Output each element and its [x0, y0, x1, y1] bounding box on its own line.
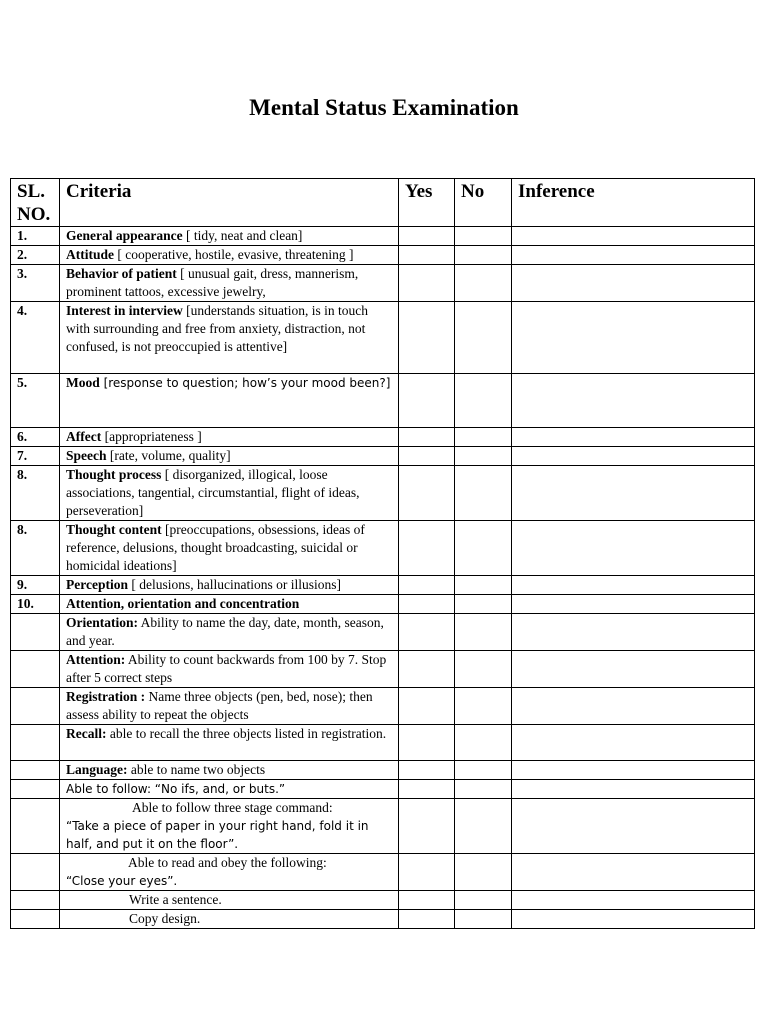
row-number [11, 799, 60, 854]
table-row [11, 799, 755, 854]
no-cell[interactable] [455, 227, 512, 246]
no-cell[interactable] [455, 761, 512, 780]
no-cell[interactable] [455, 265, 512, 302]
criteria-text: Able to follow three stage command: [132, 800, 333, 815]
no-cell[interactable] [455, 614, 512, 651]
no-cell[interactable] [455, 302, 512, 374]
yes-cell[interactable] [399, 780, 455, 799]
criteria-label: Thought process [66, 467, 162, 482]
criteria-label: Interest in interview [66, 303, 183, 318]
row-number: 3. [11, 265, 60, 302]
inference-cell[interactable] [512, 428, 755, 447]
criteria-label: Language: [66, 762, 128, 777]
table-row [11, 761, 755, 780]
table-row [11, 227, 755, 246]
table-row [11, 780, 755, 799]
inference-cell[interactable] [512, 891, 755, 910]
criteria-label: Orientation: [66, 615, 138, 630]
criteria-cell [60, 374, 399, 428]
table-row [11, 428, 755, 447]
yes-cell[interactable] [399, 447, 455, 466]
inference-cell[interactable] [512, 780, 755, 799]
criteria-cell [60, 265, 399, 302]
yes-cell[interactable] [399, 614, 455, 651]
yes-cell[interactable] [399, 521, 455, 576]
criteria-text: [ disorganized, illogical, loose associations, tangential, circumstantial, flight of ideas, perseveration] [66, 467, 360, 518]
criteria-label: Speech [66, 448, 107, 463]
criteria-label: General appearance [66, 228, 183, 243]
inference-cell[interactable] [512, 302, 755, 374]
criteria-text: Write a sentence. [129, 892, 222, 907]
criteria-text: Copy design. [129, 911, 201, 926]
table-row [11, 854, 755, 891]
inference-cell[interactable] [512, 910, 755, 929]
no-cell[interactable] [455, 466, 512, 521]
no-cell[interactable] [455, 891, 512, 910]
no-cell[interactable] [455, 651, 512, 688]
criteria-label: Affect [66, 429, 102, 444]
criteria-cell [60, 799, 399, 854]
table-row [11, 891, 755, 910]
inference-cell[interactable] [512, 799, 755, 854]
yes-cell[interactable] [399, 246, 455, 265]
no-cell[interactable] [455, 521, 512, 576]
no-cell[interactable] [455, 595, 512, 614]
table-row [11, 725, 755, 761]
table-row [11, 651, 755, 688]
row-number: 1. [11, 227, 60, 246]
criteria-text: [understands situation, is in touch with surrounding and free from anxiety, distraction, not confused, is not preoccupied is attentive] [66, 303, 368, 354]
inference-cell[interactable] [512, 688, 755, 725]
criteria-cell [60, 447, 399, 466]
no-cell[interactable] [455, 576, 512, 595]
criteria-cell [60, 576, 399, 595]
no-cell[interactable] [455, 428, 512, 447]
yes-cell[interactable] [399, 761, 455, 780]
table-row [11, 246, 755, 265]
row-number [11, 688, 60, 725]
inference-cell[interactable] [512, 466, 755, 521]
yes-cell[interactable] [399, 428, 455, 447]
table-row [11, 688, 755, 725]
inference-cell[interactable] [512, 614, 755, 651]
row-number [11, 614, 60, 651]
no-cell[interactable] [455, 688, 512, 725]
row-number: 6. [11, 428, 60, 447]
inference-cell[interactable] [512, 447, 755, 466]
inference-cell[interactable] [512, 761, 755, 780]
criteria-text: [ delusions, hallucinations or illusions] [127, 577, 341, 592]
criteria-text: [preoccupations, obsessions, ideas of reference, delusions, thought broadcasting, suicidal or homicidal ideations] [66, 522, 365, 573]
row-number [11, 910, 60, 929]
yes-cell[interactable] [399, 595, 455, 614]
table-row [11, 302, 755, 374]
mse-table [10, 178, 755, 929]
row-number [11, 854, 60, 891]
criteria-text: [ unusual gait, dress, mannerism, prominent tattoos, excessive jewelry, [66, 266, 359, 299]
yes-cell[interactable] [399, 374, 455, 428]
inference-cell[interactable] [512, 521, 755, 576]
table-row [11, 614, 755, 651]
criteria-label: Attention: [66, 652, 126, 667]
criteria-cell [60, 428, 399, 447]
no-cell[interactable] [455, 910, 512, 929]
criteria-label: Perception [66, 577, 128, 592]
criteria-cell [60, 910, 399, 929]
inference-cell[interactable] [512, 854, 755, 891]
row-number [11, 780, 60, 799]
row-number: 2. [11, 246, 60, 265]
yes-cell[interactable] [399, 265, 455, 302]
header-inference: Inference [512, 179, 755, 227]
inference-cell[interactable] [512, 576, 755, 595]
row-number [11, 725, 60, 761]
table-row [11, 265, 755, 302]
yes-cell[interactable] [399, 576, 455, 595]
criteria-text: [ tidy, neat and clean] [182, 228, 303, 243]
inference-cell[interactable] [512, 265, 755, 302]
table-row [11, 447, 755, 466]
yes-cell[interactable] [399, 302, 455, 374]
inference-cell[interactable] [512, 374, 755, 428]
criteria-text: “Take a piece of paper in your right hand, fold it in half, and put it on the floor”. [66, 819, 369, 851]
table-row [11, 466, 755, 521]
criteria-text: able to name two objects [127, 762, 266, 777]
criteria-cell [60, 595, 399, 614]
criteria-text: Able to follow: “No ifs, and, or buts.” [66, 782, 286, 796]
no-cell[interactable] [455, 246, 512, 265]
criteria-text: [rate, volume, quality] [106, 448, 231, 463]
no-cell[interactable] [455, 799, 512, 854]
header-sl-no: SL. NO. [11, 179, 60, 227]
criteria-text: [appropriateness ] [101, 429, 202, 444]
yes-cell[interactable] [399, 891, 455, 910]
inference-cell[interactable] [512, 651, 755, 688]
criteria-cell [60, 688, 399, 725]
row-number [11, 651, 60, 688]
criteria-text: Name three objects (pen, bed, nose); then assess ability to repeat the objects [66, 689, 373, 722]
criteria-label: Attention, orientation and concentration [66, 596, 300, 611]
yes-cell[interactable] [399, 910, 455, 929]
criteria-cell [60, 521, 399, 576]
criteria-label: Mood [66, 375, 100, 390]
criteria-cell [60, 651, 399, 688]
criteria-text: able to recall the three objects listed in registration. [106, 726, 387, 741]
table-row [11, 576, 755, 595]
header-row [11, 179, 755, 227]
header-no: No [455, 179, 512, 227]
criteria-cell [60, 246, 399, 265]
criteria-cell [60, 466, 399, 521]
yes-cell[interactable] [399, 466, 455, 521]
table-row [11, 595, 755, 614]
inference-cell[interactable] [512, 595, 755, 614]
header-criteria: Criteria [60, 179, 399, 227]
row-number: 4. [11, 302, 60, 374]
table-row [11, 521, 755, 576]
row-number: 8. [11, 521, 60, 576]
criteria-cell [60, 854, 399, 891]
criteria-cell [60, 891, 399, 910]
no-cell[interactable] [455, 780, 512, 799]
criteria-text: [ cooperative, hostile, evasive, threatening ] [114, 247, 354, 262]
criteria-text: [response to question; how’s your mood been?] [99, 376, 391, 390]
criteria-cell [60, 761, 399, 780]
inference-cell[interactable] [512, 227, 755, 246]
header-yes: Yes [399, 179, 455, 227]
criteria-cell [60, 725, 399, 761]
yes-cell[interactable] [399, 651, 455, 688]
criteria-text: “Close your eyes”. [66, 874, 178, 888]
page-title: Mental Status Examination [249, 95, 519, 120]
criteria-cell [60, 227, 399, 246]
criteria-label: Behavior of patient [66, 266, 177, 281]
row-number: 10. [11, 595, 60, 614]
criteria-label: Thought content [66, 522, 162, 537]
criteria-cell [60, 302, 399, 374]
criteria-label: Attitude [66, 247, 114, 262]
no-cell[interactable] [455, 447, 512, 466]
no-cell[interactable] [455, 725, 512, 761]
table-row [11, 910, 755, 929]
criteria-cell [60, 614, 399, 651]
row-number [11, 761, 60, 780]
criteria-label: Registration : [66, 689, 146, 704]
criteria-cell [60, 780, 399, 799]
yes-cell[interactable] [399, 854, 455, 891]
inference-cell[interactable] [512, 246, 755, 265]
yes-cell[interactable] [399, 725, 455, 761]
row-number: 7. [11, 447, 60, 466]
row-number: 8. [11, 466, 60, 521]
yes-cell[interactable] [399, 227, 455, 246]
yes-cell[interactable] [399, 688, 455, 725]
criteria-text: Ability to count backwards from 100 by 7. Stop after 5 correct steps [66, 652, 387, 685]
no-cell[interactable] [455, 854, 512, 891]
criteria-text: Ability to name the day, date, month, season, and year. [66, 615, 384, 648]
table-row [11, 374, 755, 428]
inference-cell[interactable] [512, 725, 755, 761]
row-number [11, 891, 60, 910]
row-number: 5. [11, 374, 60, 428]
criteria-text: Able to read and obey the following: [128, 855, 327, 870]
criteria-label: Recall: [66, 726, 107, 741]
no-cell[interactable] [455, 374, 512, 428]
yes-cell[interactable] [399, 799, 455, 854]
row-number: 9. [11, 576, 60, 595]
